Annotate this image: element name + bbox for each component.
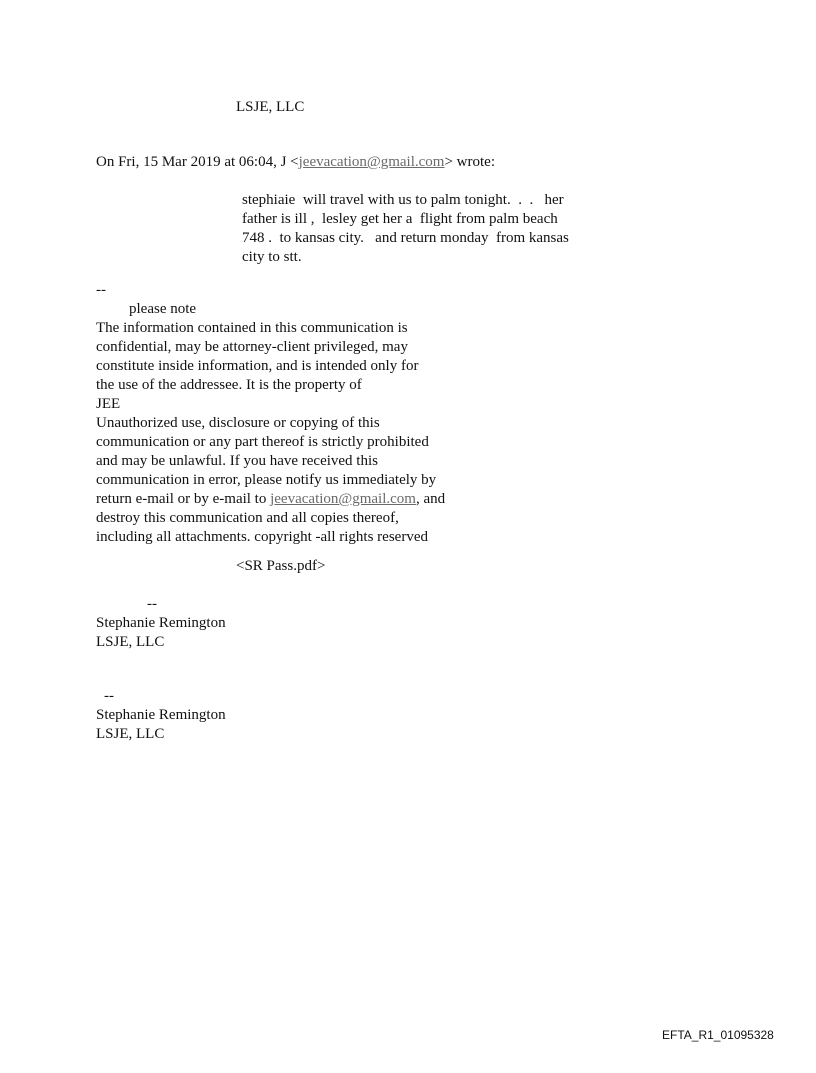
message-line: father is ill , lesley get her a flight from palm beach (242, 211, 558, 227)
header-company: LSJE, LLC (236, 99, 305, 115)
disclaimer-line: constitute inside information, and is intended only for (96, 358, 419, 374)
document-id: EFTA_R1_01095328 (662, 1028, 774, 1042)
signature-1-company: LSJE, LLC (96, 634, 165, 650)
message-line: city to stt. (242, 249, 302, 265)
disclaimer-line: JEE (96, 396, 121, 412)
message-line: stephiaie will travel with us to palm tonight. . . her (242, 192, 564, 208)
disclaimer-email-suffix: , and (415, 491, 446, 507)
disclaimer-line: communication in error, please notify us immediately by (96, 472, 437, 488)
disclaimer (96, 319, 445, 547)
disclaimer-line: Unauthorized use, disclosure or copying of this (96, 415, 380, 431)
message-line: 748 . to kansas city. and return monday from kansas (242, 230, 569, 246)
disclaimer-line: The information contained in this communication is (96, 320, 408, 336)
disclaimer-line: destroy this communication and all copies thereof, (96, 510, 399, 526)
quote-header-prefix: On Fri, 15 Mar 2019 at 06:04, J < (96, 154, 299, 170)
signature-1-separator: -- (147, 596, 157, 612)
disclaimer-email-link[interactable]: jeevacation@gmail.com (270, 491, 416, 507)
quote-header-suffix: > wrote: (444, 154, 495, 170)
quoted-message (242, 191, 569, 267)
disclaimer-line: the use of the addressee. It is the property of (96, 377, 362, 393)
signature-2-company: LSJE, LLC (96, 726, 165, 742)
quote-header (96, 153, 495, 172)
disclaimer-line: and may be unlawful. If you have received this (96, 453, 378, 469)
attachment-reference[interactable]: <SR Pass.pdf> (236, 558, 326, 574)
disclaimer-email-prefix: return e-mail or by e-mail to (96, 491, 271, 507)
disclaimer-email-line (96, 490, 445, 509)
disclaimer-line: including all attachments. copyright -all rights reserved (96, 529, 428, 545)
disclaimer-line: communication or any part thereof is strictly prohibited (96, 434, 429, 450)
please-note: please note (129, 301, 197, 317)
signature-2-name: Stephanie Remington (96, 707, 226, 723)
signature-2-separator: -- (104, 688, 114, 704)
disclaimer-line: confidential, may be attorney-client privileged, may (96, 339, 408, 355)
signature-1-name: Stephanie Remington (96, 615, 226, 631)
signature-separator: -- (96, 282, 106, 298)
quote-header-email-link[interactable]: jeevacation@gmail.com (298, 154, 445, 170)
